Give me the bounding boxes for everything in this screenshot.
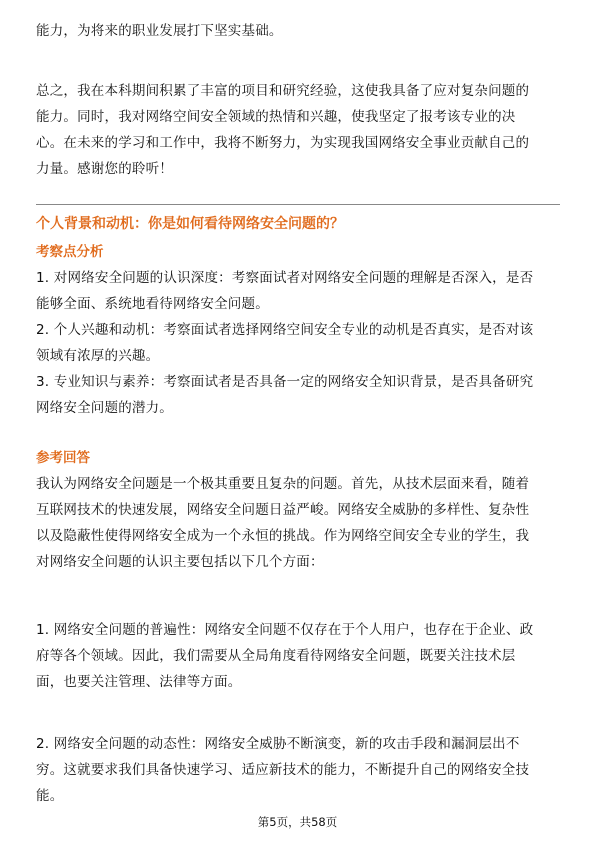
intro-end-paragraph	[36, 18, 560, 44]
conclusion-paragraph	[36, 78, 560, 182]
answer-paragraph-2	[36, 617, 560, 695]
section-divider	[36, 204, 560, 205]
analysis-list	[36, 265, 560, 421]
paragraph-text	[36, 18, 560, 44]
paragraph-text	[36, 78, 560, 182]
text-line: 1. 网络安全问题的普遍性：网络安全问题不仅存在于个人用户，也存在于企业、政	[36, 622, 534, 638]
text-line: 对网络安全问题的认识主要包括以下几个方面：	[36, 554, 324, 570]
text-line: 领域有浓厚的兴趣。	[36, 348, 160, 364]
text-line: 2. 网络安全问题的动态性：网络安全威胁不断演变，新的攻击手段和漏洞层出不	[36, 736, 520, 752]
text-line: 1. 对网络安全问题的认识深度：考察面试者对网络安全问题的理解是否深入，是否	[36, 270, 534, 286]
text-line: 总之，我在本科期间积累了丰富的项目和研究经验，这使我具备了应对复杂问题的	[36, 83, 530, 99]
text-line: 能力，为将来的职业发展打下坚实基础。	[36, 23, 283, 39]
answer-paragraph-3	[36, 731, 560, 809]
paragraph-text	[36, 471, 560, 575]
text-line: 面，也要关注管理、法律等方面。	[36, 674, 242, 690]
question-title: 个人背景和动机：你是如何看待网络安全问题的？	[36, 216, 344, 232]
text-line: 网络安全问题的潜力。	[36, 400, 173, 416]
text-line: 我认为网络安全问题是一个极其重要且复杂的问题。首先，从技术层面来看，随着	[36, 476, 530, 492]
paragraph-text	[36, 731, 560, 809]
text-line: 能。	[36, 788, 64, 804]
text-line: 3. 专业知识与素养：考察面试者是否具备一定的网络安全知识背景，是否具备研究	[36, 374, 534, 390]
page-number: 第5页，共58页	[257, 815, 338, 829]
text-line: 心。在未来的学习和工作中，我将不断努力，为实现我国网络安全事业贡献自己的	[36, 135, 530, 151]
text-line: 穷。这就要求我们具备快速学习、适应新技术的能力，不断提升自己的网络安全技	[36, 762, 530, 778]
analysis-heading: 考察点分析	[36, 244, 104, 260]
text-line: 府等各个领域。因此，我们需要从全局角度看待网络安全问题，既要关注技术层	[36, 648, 516, 664]
text-line: 能力。同时，我对网络空间安全领域的热情和兴趣，使我坚定了报考该专业的决	[36, 109, 516, 125]
text-line: 互联网技术的快速发展，网络安全问题日益严峻。网络安全威胁的多样性、复杂性	[36, 502, 530, 518]
paragraph-text	[36, 265, 560, 421]
text-line: 能够全面、系统地看待网络安全问题。	[36, 296, 269, 312]
paragraph-text	[36, 617, 560, 695]
answer-heading: 参考回答	[36, 450, 90, 466]
text-line: 以及隐蔽性使得网络安全成为一个永恒的挑战。作为网络空间安全专业的学生，我	[36, 528, 530, 544]
answer-paragraph-1	[36, 471, 560, 575]
text-line: 2. 个人兴趣和动机：考察面试者选择网络空间安全专业的动机是否真实，是否对该	[36, 322, 534, 338]
text-line: 力量。感谢您的聆听！	[36, 161, 173, 177]
